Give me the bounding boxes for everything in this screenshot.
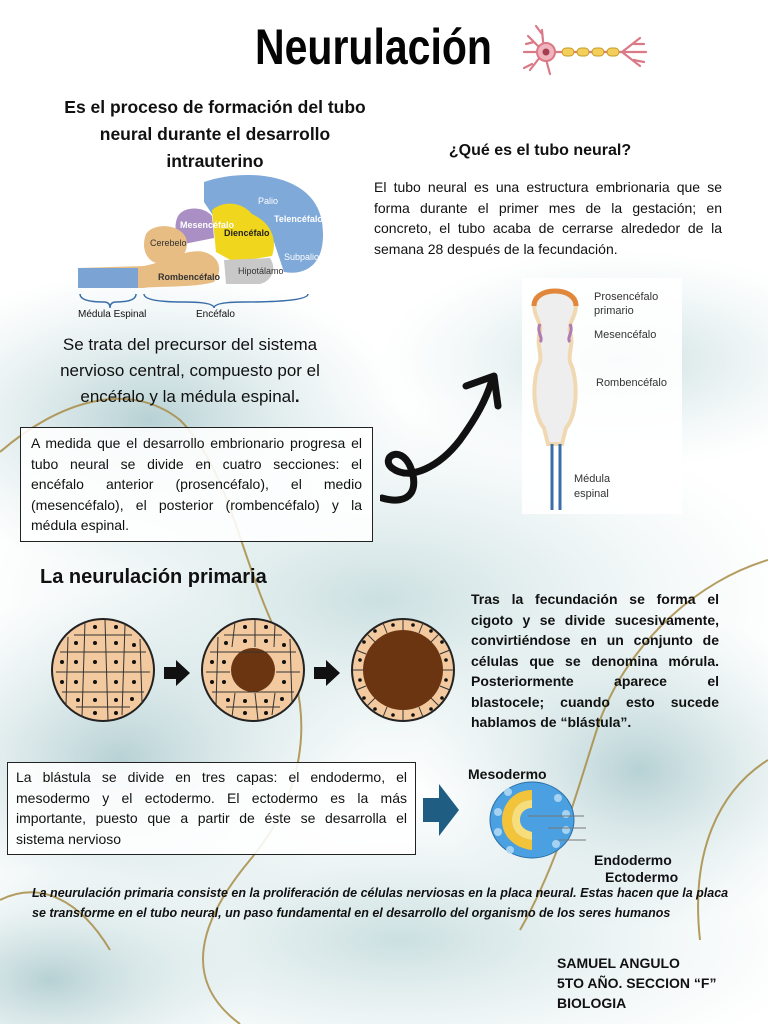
layers-box: La blástula se divide en tres capas: el endodermo, el mesodermo y el ectodermo. El ectodermo es la más importante, puesto que a partir de éste se desarrolla el sistema nervioso <box>7 762 416 855</box>
encefalo-label: Encéfalo <box>196 309 235 320</box>
primary-description: Tras la fecundación se forma el cigoto y se divide sucesivamente, convirtiéndose en un conjunto de células que se denomina mórula. Posteriormente aparece el blastocele; cuando esto sucede hablamos de “blástula”. <box>471 591 719 730</box>
neuron-icon <box>522 22 656 84</box>
rombencefalo-tube-label: Rombencéfalo <box>596 377 667 389</box>
gastrula-image <box>488 778 588 860</box>
curved-arrow-icon <box>380 370 505 510</box>
grade-section: 5TO AÑO. SECCION “F” <box>557 975 717 991</box>
cerebelo-diagram-label: Cerebelo <box>150 238 187 248</box>
brain-diagram <box>74 172 328 320</box>
early-blastula-image <box>200 617 306 723</box>
subject: BIOLOGIA <box>557 995 627 1011</box>
page-title: Neurulación <box>255 19 492 75</box>
precursor-main: Se trata del precursor del sistema nervioso central, compuesto por el encéfalo y la médula espinal <box>60 335 320 406</box>
hipotalamo-diagram-label: Hipotálamo <box>238 266 284 276</box>
medula-brace <box>80 294 136 308</box>
telencefalo-diagram-label: Telencéfalo <box>274 214 323 224</box>
medula-espinal-label: Médula Espinal <box>78 309 147 320</box>
mesencefalo-tube-label: Mesencéfalo <box>594 329 657 341</box>
diencefalo-diagram-label: Diencéfalo <box>224 228 270 238</box>
division-box: A medida que el desarrollo embrionario progresa el tubo neural se divide en cuatro secciones: el encéfalo anterior (prosencéfalo), el medio (mesencéfalo), el posterior (rombencéfalo) y la médula espinal. <box>20 427 373 542</box>
palio-diagram-label: Palio <box>258 196 279 206</box>
arrow-right-icon <box>312 658 342 688</box>
medula-tube-label-2: espinal <box>574 488 609 500</box>
morula-image <box>50 617 156 723</box>
blastula-image <box>350 617 456 723</box>
intro-definition: Es el proceso de formación del tubo neural durante el desarrollo intrauterino <box>64 97 366 171</box>
conclusion-text: La neurulación primaria consiste en la proliferación de células nerviosas en la placa neural. Estas hacen que la placa se transforme en el tubo neural, un paso fundamental en el desarrollo del organismo de los seres humanos <box>32 886 729 920</box>
medula-tube-label-1: Médula <box>574 473 611 485</box>
subpalio-diagram-label: Subpalio <box>284 252 320 262</box>
prosencefalo-label-1: Prosencéfalo <box>594 291 659 303</box>
tube-question-body: El tubo neural es una estructura embrionaria que se forma durante el primer mes de la gestación; en concreto, el tubo acaba de cerrarse alrededor de la semana 28 después de la fecundación. <box>374 179 722 257</box>
arrow-right-icon <box>162 658 192 688</box>
encefalo-brace <box>144 294 308 308</box>
ectodermo-label: Ectodermo <box>605 869 679 885</box>
mesodermo-label: Mesodermo <box>468 766 547 782</box>
tube-question-title: ¿Qué es el tubo neural? <box>448 142 632 159</box>
precursor-text <box>40 332 340 410</box>
prosencefalo-label-2: primario <box>594 305 634 317</box>
medula-region <box>78 268 138 288</box>
primary-neurulation-title: La neurulación primaria <box>40 566 267 588</box>
credits <box>557 953 716 1013</box>
rombencefalo-diagram-label: Rombencéfalo <box>158 272 221 282</box>
author-name: SAMUEL ANGULO <box>557 955 680 971</box>
precursor-period: . <box>294 387 300 406</box>
endodermo-label: Endodermo <box>594 852 672 868</box>
blue-arrow-icon <box>421 782 461 838</box>
neural-tube-diagram <box>522 278 682 514</box>
mesencefalo-diagram-label: Mesencéfalo <box>180 220 235 230</box>
